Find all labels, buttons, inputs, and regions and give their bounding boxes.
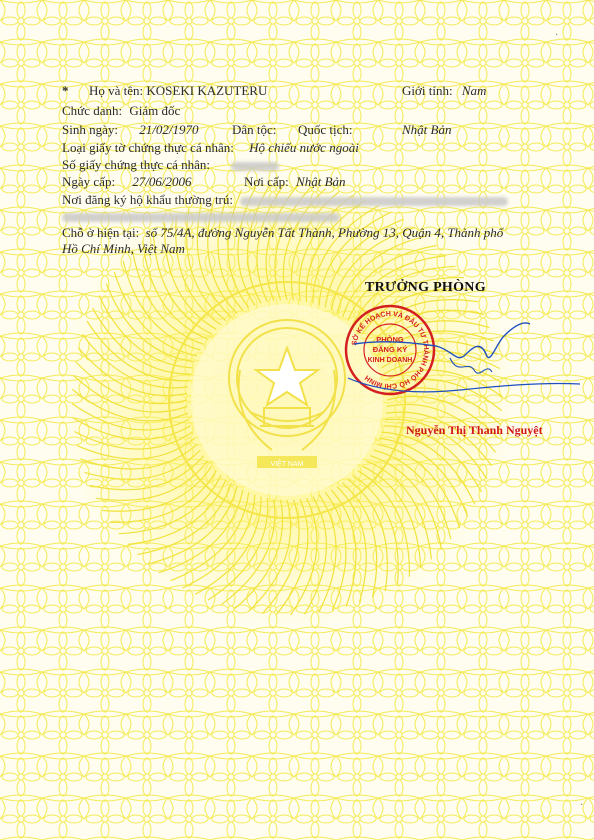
id-number-label: Số giấy chứng thực cá nhân:: [62, 157, 211, 172]
issue-place-value: Nhật Bản: [296, 174, 346, 189]
id-type-label: Loại giấy tờ chứng thực cá nhân:: [62, 140, 234, 155]
corner-mark: ·: [555, 30, 559, 41]
stamp-center-line3: KINH DOANH: [367, 357, 413, 364]
emblem-label: VIỆT NAM: [270, 461, 304, 468]
row-full-name: [62, 83, 267, 99]
row-permanent-residence-2: [62, 208, 340, 224]
current-address-line1: số 75/4A, đường Nguyễn Tất Thành, Phường 13, Quận 4, Thành phố: [145, 225, 504, 240]
row-gender: [402, 83, 486, 99]
position-label: Chức danh:: [62, 103, 123, 118]
bullet: *: [62, 83, 69, 98]
ethnicity-label: Dân tộc:: [232, 122, 277, 137]
dob-label: Sinh ngày:: [62, 122, 118, 137]
corner-mark-bottom: ·: [580, 800, 584, 811]
current-address-label: Chỗ ở hiện tại:: [62, 225, 140, 240]
row-id-type: [62, 140, 359, 156]
row-current-address: [62, 225, 503, 241]
stamp-center-line2: ĐĂNG KÝ: [372, 345, 408, 354]
nationality-value: Nhật Bản: [402, 122, 452, 137]
issue-date-value: 27/06/2006: [132, 174, 192, 189]
handwritten-signature: [340, 300, 590, 410]
position-value: Giám đốc: [129, 103, 181, 118]
stamp-center-line1: PHÒNG: [376, 335, 404, 344]
signer-name: Nguyễn Thị Thanh Nguyệt: [406, 423, 543, 437]
gender-label: Giới tính:: [402, 83, 453, 98]
id-number-redacted: [231, 162, 279, 171]
row-issue-place: [244, 174, 346, 190]
row-id-number: [62, 157, 279, 173]
permanent-redacted-line1: [240, 197, 508, 206]
issue-place-label: Nơi cấp:: [244, 174, 289, 189]
issue-date-label: Ngày cấp:: [62, 174, 116, 189]
id-type-value: Hộ chiếu nước ngoài: [249, 140, 359, 155]
full-name-label: Họ và tên:: [89, 83, 144, 98]
current-address-line2: Hồ Chí Minh, Việt Nam: [62, 241, 185, 256]
gender-value: Nam: [461, 83, 487, 98]
row-permanent-residence: [62, 192, 508, 208]
nationality-label: Quốc tịch:: [298, 122, 353, 137]
row-position: [62, 103, 180, 119]
stamp-ring-text: SỞ KẾ HOẠCH VÀ ĐẦU TƯ THÀNH PHỐ HỒ CHÍ MINH: [351, 310, 430, 390]
full-name-value: KOSEKI KAZUTERU: [146, 83, 268, 98]
permanent-label: Nơi đăng ký hộ khẩu thường trú:: [62, 192, 233, 207]
signature-title: TRƯỞNG PHÒNG: [365, 280, 486, 295]
row-issue-date: [62, 174, 192, 190]
permanent-redacted-line2: [62, 213, 340, 222]
dob-value: 21/02/1970: [139, 122, 199, 137]
row-dob: [62, 122, 198, 138]
